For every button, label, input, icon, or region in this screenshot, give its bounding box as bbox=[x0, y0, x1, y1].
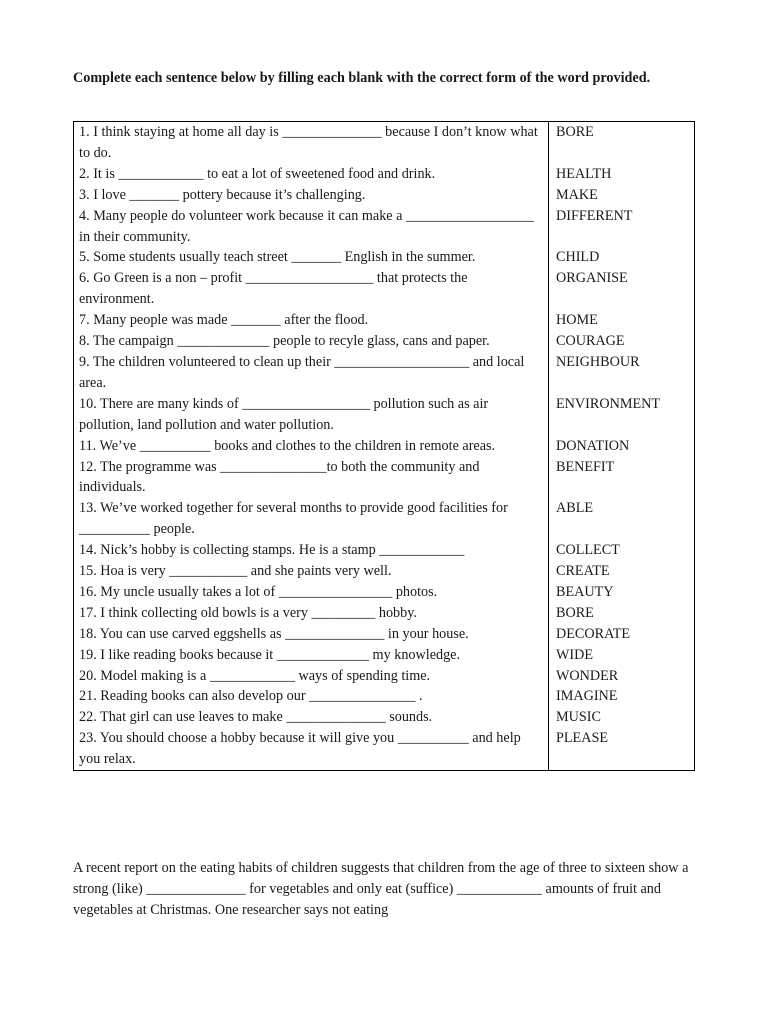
word-cell: HOME bbox=[549, 310, 695, 331]
sentence-cell: 1. I think staying at home all day is ______________ because I don’t know what to do. bbox=[74, 122, 549, 164]
table-row bbox=[74, 122, 695, 164]
sentence-cell: 22. That girl can use leaves to make ______________ sounds. bbox=[74, 707, 549, 728]
table-row bbox=[74, 707, 695, 728]
sentence-cell: 20. Model making is a ____________ ways of spending time. bbox=[74, 666, 549, 687]
word-cell: WONDER bbox=[549, 666, 695, 687]
table-row bbox=[74, 331, 695, 352]
word-cell: BEAUTY bbox=[549, 582, 695, 603]
sentence-cell: 18. You can use carved eggshells as ______________ in your house. bbox=[74, 624, 549, 645]
word-cell: COLLECT bbox=[549, 540, 695, 561]
word-cell: HEALTH bbox=[549, 164, 695, 185]
word-cell: CREATE bbox=[549, 561, 695, 582]
sentence-cell: 13. We’ve worked together for several months to provide good facilities for __________ people. bbox=[74, 498, 549, 540]
table-row bbox=[74, 561, 695, 582]
sentence-cell: 23. You should choose a hobby because it will give you __________ and help you relax. bbox=[74, 728, 549, 770]
sentence-cell: 17. I think collecting old bowls is a very _________ hobby. bbox=[74, 603, 549, 624]
table-row bbox=[74, 164, 695, 185]
table-row bbox=[74, 206, 695, 248]
word-cell: PLEASE bbox=[549, 728, 695, 770]
sentence-cell: 14. Nick’s hobby is collecting stamps. He is a stamp ____________ bbox=[74, 540, 549, 561]
word-cell: COURAGE bbox=[549, 331, 695, 352]
table-row bbox=[74, 457, 695, 499]
table-row bbox=[74, 310, 695, 331]
sentence-cell: 8. The campaign _____________ people to recyle glass, cans and paper. bbox=[74, 331, 549, 352]
table-row bbox=[74, 666, 695, 687]
word-cell: BORE bbox=[549, 122, 695, 164]
table-row bbox=[74, 624, 695, 645]
table-row bbox=[74, 185, 695, 206]
table-row bbox=[74, 268, 695, 310]
sentence-cell: 7. Many people was made _______ after the flood. bbox=[74, 310, 549, 331]
word-cell: DIFFERENT bbox=[549, 206, 695, 248]
reading-paragraph: A recent report on the eating habits of children suggests that children from the age of three to sixteen show a strong (like) ______________ for vegetables and only eat (suffice) ____________ amounts of fruit and vegetables at Christmas. One researcher says not eating bbox=[73, 860, 689, 918]
word-cell: BENEFIT bbox=[549, 457, 695, 499]
sentence-cell: 4. Many people do volunteer work because it can make a __________________ in their community. bbox=[74, 206, 549, 248]
table-row bbox=[74, 686, 695, 707]
table-row bbox=[74, 436, 695, 457]
sentence-cell: 9. The children volunteered to clean up their ___________________ and local area. bbox=[74, 352, 549, 394]
table-row bbox=[74, 540, 695, 561]
word-cell: DONATION bbox=[549, 436, 695, 457]
sentence-cell: 15. Hoa is very ___________ and she paints very well. bbox=[74, 561, 549, 582]
word-cell: ENVIRONMENT bbox=[549, 394, 695, 436]
table-row bbox=[74, 352, 695, 394]
table-row bbox=[74, 247, 695, 268]
word-cell: IMAGINE bbox=[549, 686, 695, 707]
table-row bbox=[74, 582, 695, 603]
word-cell: ABLE bbox=[549, 498, 695, 540]
word-cell: MAKE bbox=[549, 185, 695, 206]
instruction-heading: Complete each sentence below by filling each blank with the correct form of the word provided. bbox=[73, 70, 651, 86]
exercise-table bbox=[73, 121, 695, 771]
table-row bbox=[74, 498, 695, 540]
sentence-cell: 5. Some students usually teach street _______ English in the summer. bbox=[74, 247, 549, 268]
sentence-cell: 6. Go Green is a non – profit __________________ that protects the environment. bbox=[74, 268, 549, 310]
sentence-cell: 21. Reading books can also develop our _______________ . bbox=[74, 686, 549, 707]
word-cell: MUSIC bbox=[549, 707, 695, 728]
sentence-cell: 11. We’ve __________ books and clothes to the children in remote areas. bbox=[74, 436, 549, 457]
word-cell: WIDE bbox=[549, 645, 695, 666]
table-row bbox=[74, 603, 695, 624]
word-cell: NEIGHBOUR bbox=[549, 352, 695, 394]
word-cell: CHILD bbox=[549, 247, 695, 268]
sentence-cell: 12. The programme was _______________to both the community and individuals. bbox=[74, 457, 549, 499]
word-cell: BORE bbox=[549, 603, 695, 624]
table-row bbox=[74, 645, 695, 666]
table-row bbox=[74, 394, 695, 436]
sentence-cell: 10. There are many kinds of __________________ pollution such as air pollution, land pollution and water pollution. bbox=[74, 394, 549, 436]
sentence-cell: 19. I like reading books because it _____________ my knowledge. bbox=[74, 645, 549, 666]
word-cell: DECORATE bbox=[549, 624, 695, 645]
word-cell: ORGANISE bbox=[549, 268, 695, 310]
table-row bbox=[74, 728, 695, 770]
sentence-cell: 3. I love _______ pottery because it’s challenging. bbox=[74, 185, 549, 206]
sentence-cell: 16. My uncle usually takes a lot of ________________ photos. bbox=[74, 582, 549, 603]
sentence-cell: 2. It is ____________ to eat a lot of sweetened food and drink. bbox=[74, 164, 549, 185]
